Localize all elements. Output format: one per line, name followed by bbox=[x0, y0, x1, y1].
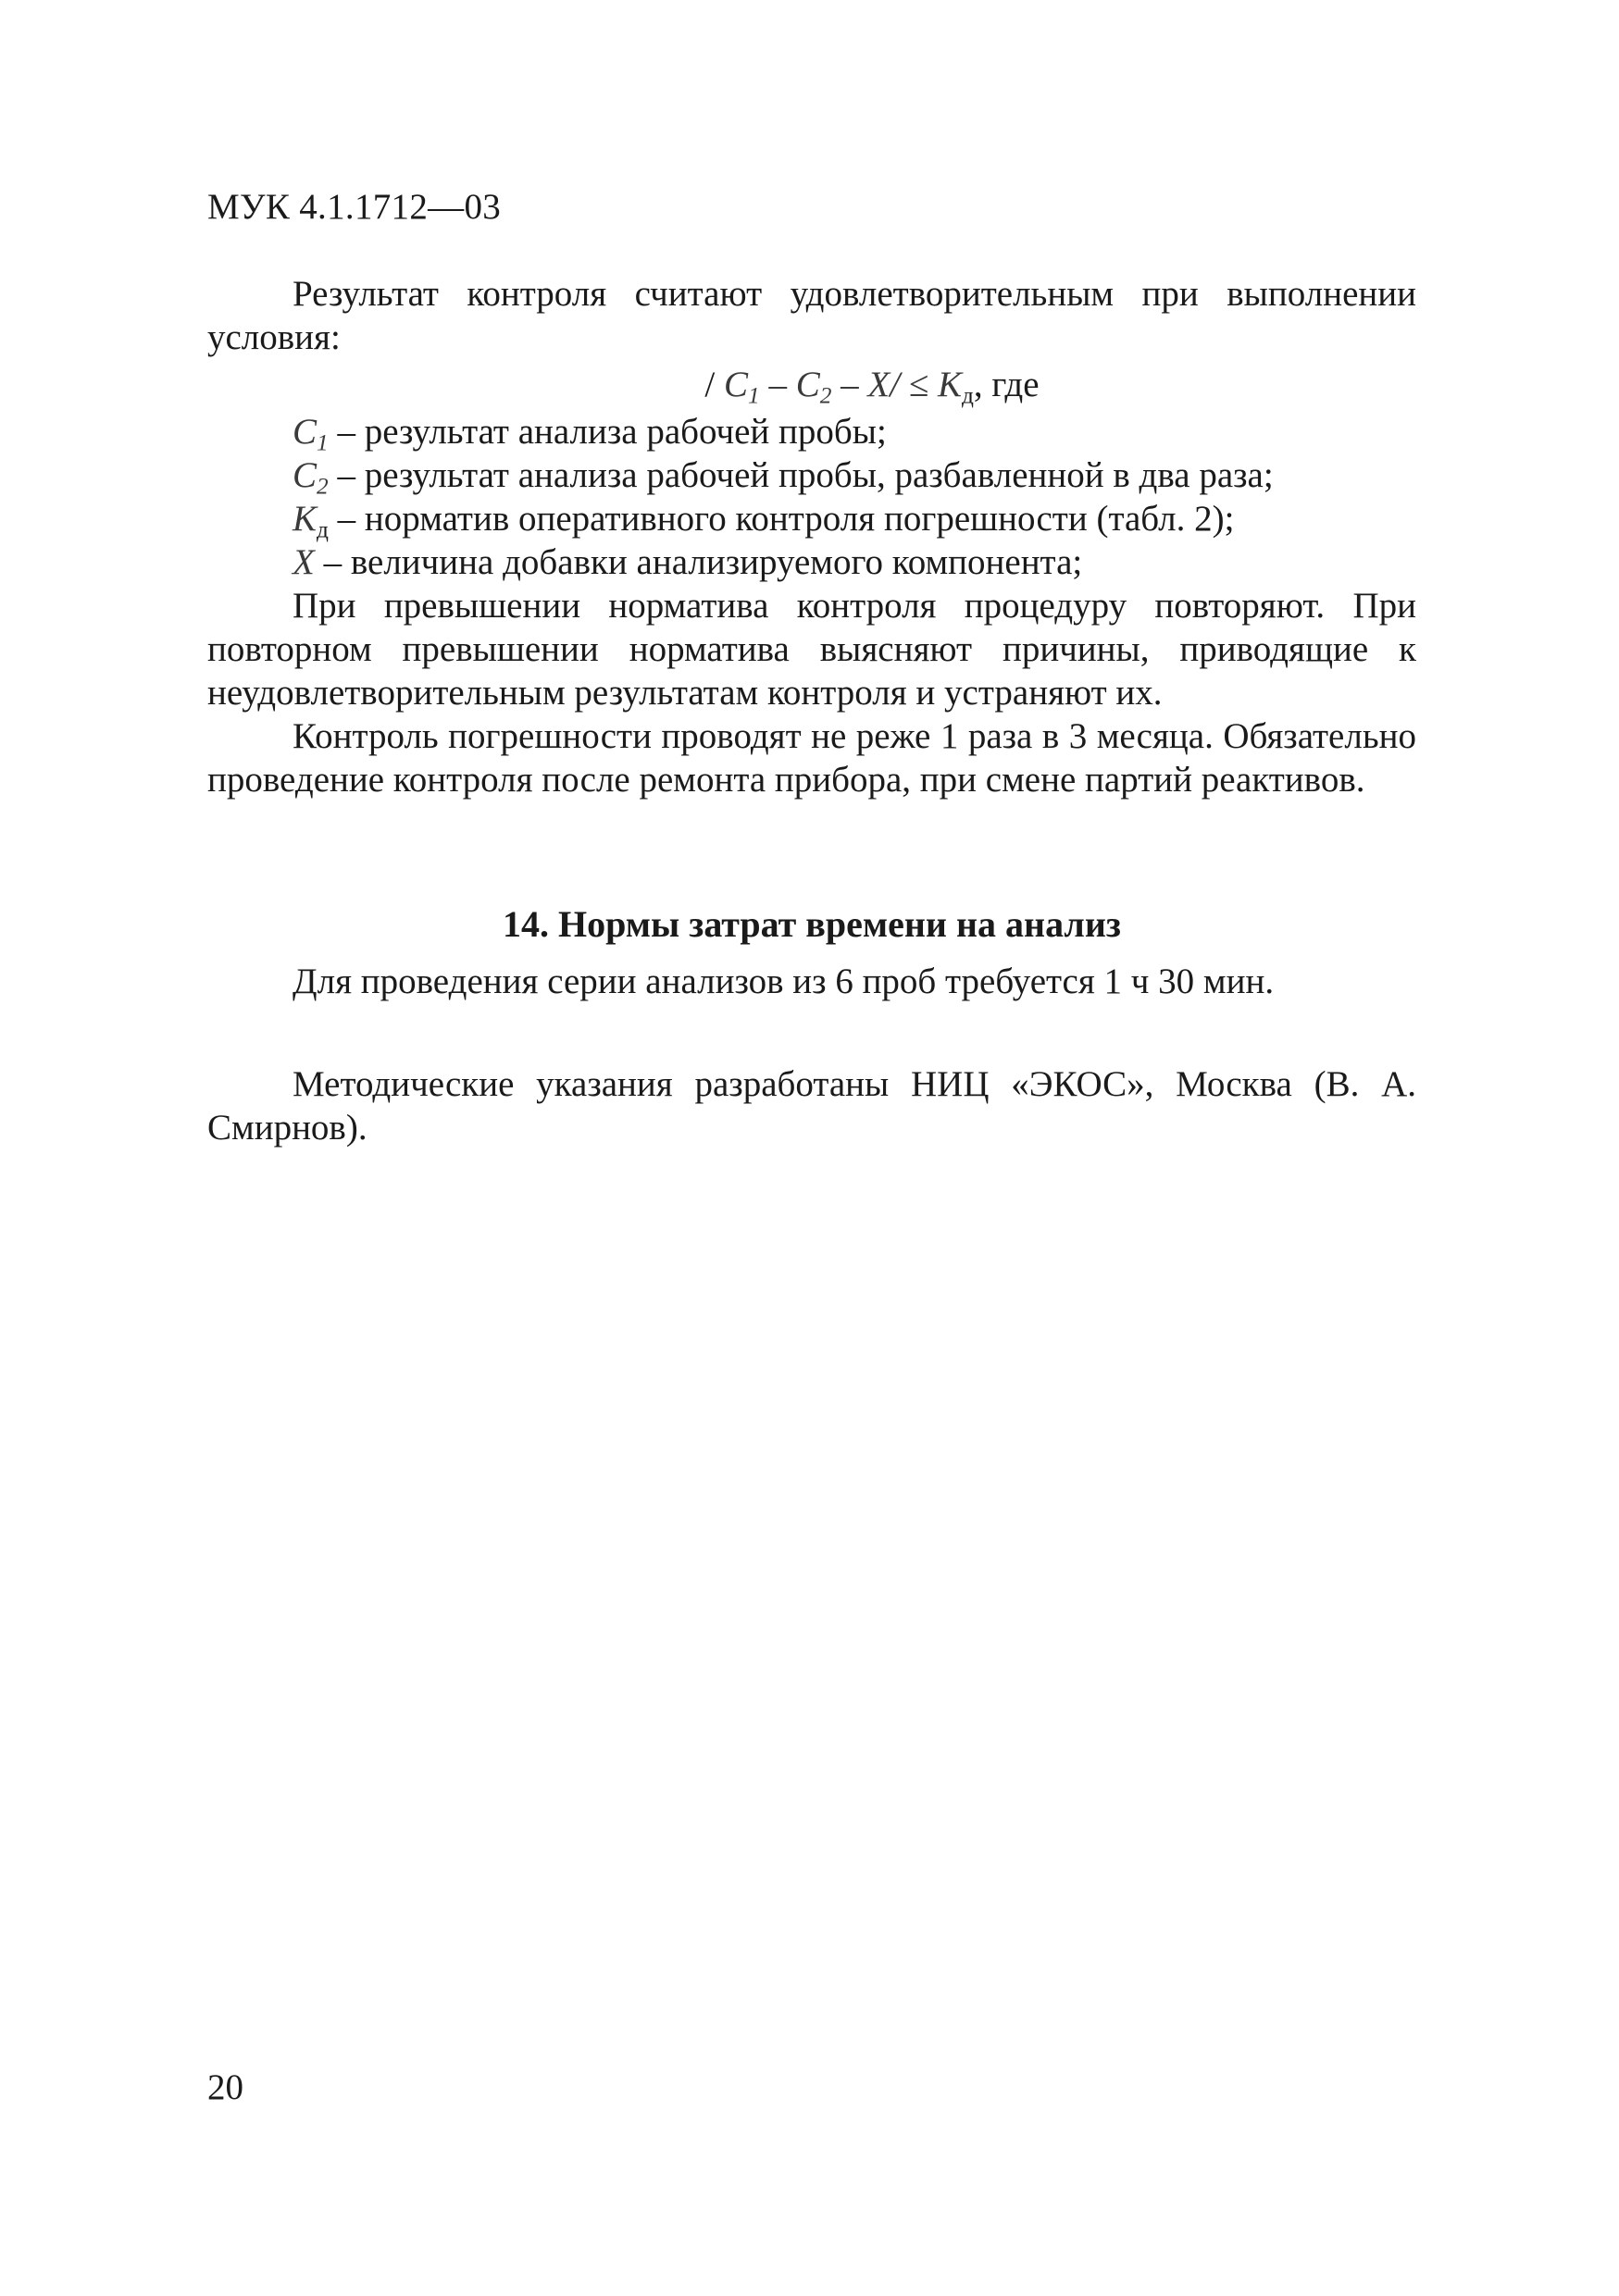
formula-bar-open: / bbox=[704, 365, 724, 404]
formula-tail: , где bbox=[973, 365, 1040, 404]
formula-c1: C bbox=[724, 365, 749, 404]
definition-k-symbol: K bbox=[293, 499, 318, 539]
authors-section bbox=[207, 1062, 1416, 1149]
formula-minus-1: – bbox=[759, 365, 796, 404]
formula-c2-sub: 2 bbox=[819, 382, 832, 409]
formula-x: X bbox=[867, 365, 890, 404]
repeat-paragraph: При превышении норматива контроля процедуру повторяют. При повторном превышении норматива выясняют причины, приводящие к неудовлетворительным результатам контроля и устраняют их. bbox=[207, 586, 1416, 713]
intro-paragraph: Результат контроля считают удовлетворительным при выполнении условия: bbox=[207, 274, 1416, 357]
definition-x-symbol: X bbox=[293, 542, 315, 582]
formula-c2: C bbox=[795, 365, 820, 404]
definition-c1-symbol: C bbox=[293, 412, 318, 452]
control-section bbox=[207, 272, 1416, 801]
definition-c1 bbox=[293, 410, 1416, 456]
definition-c1-sub: 1 bbox=[317, 429, 329, 456]
definition-k-text: – норматив оперативного контроля погрешности (табл. 2); bbox=[328, 499, 1235, 539]
formula-definitions bbox=[207, 410, 1416, 584]
definition-k bbox=[293, 497, 1416, 543]
section-title: 14. Нормы затрат времени на анализ bbox=[503, 903, 1121, 945]
document-code-header: МУК 4.1.1712—03 bbox=[207, 187, 502, 227]
time-paragraph: Для проведения серии анализов из 6 проб требуется 1 ч 30 мин. bbox=[293, 962, 1275, 1001]
formula-minus-2: – bbox=[831, 365, 868, 404]
formula-bar-close: / ≤ bbox=[890, 365, 938, 404]
control-formula bbox=[207, 363, 1416, 409]
formula-c1-sub: 1 bbox=[748, 382, 760, 409]
definition-c1-text: – результат анализа рабочей пробы; bbox=[328, 412, 887, 452]
definition-c2-sub: 2 bbox=[317, 473, 329, 500]
page-number: 20 bbox=[207, 2067, 243, 2107]
formula-k: K bbox=[937, 365, 962, 404]
definition-k-sub: д bbox=[317, 516, 329, 543]
time-norms-section bbox=[207, 902, 1416, 1003]
definition-x-text: – величина добавки анализируемого компонента; bbox=[314, 542, 1083, 582]
frequency-paragraph: Контроль погрешности проводят не реже 1 раза в 3 месяца. Обязательно проведение контроля после ремонта прибора, при смене партий реактивов. bbox=[207, 716, 1416, 800]
definition-c2-symbol: C bbox=[293, 455, 318, 495]
definition-x bbox=[293, 540, 1416, 584]
definition-c2-text: – результат анализа рабочей пробы, разбавленной в два раза; bbox=[328, 455, 1274, 495]
authors-paragraph: Методические указания разработаны НИЦ «ЭКОС», Москва (В. А. Смирнов). bbox=[207, 1064, 1416, 1148]
formula-k-sub: д bbox=[961, 382, 974, 409]
definition-c2 bbox=[293, 453, 1416, 500]
